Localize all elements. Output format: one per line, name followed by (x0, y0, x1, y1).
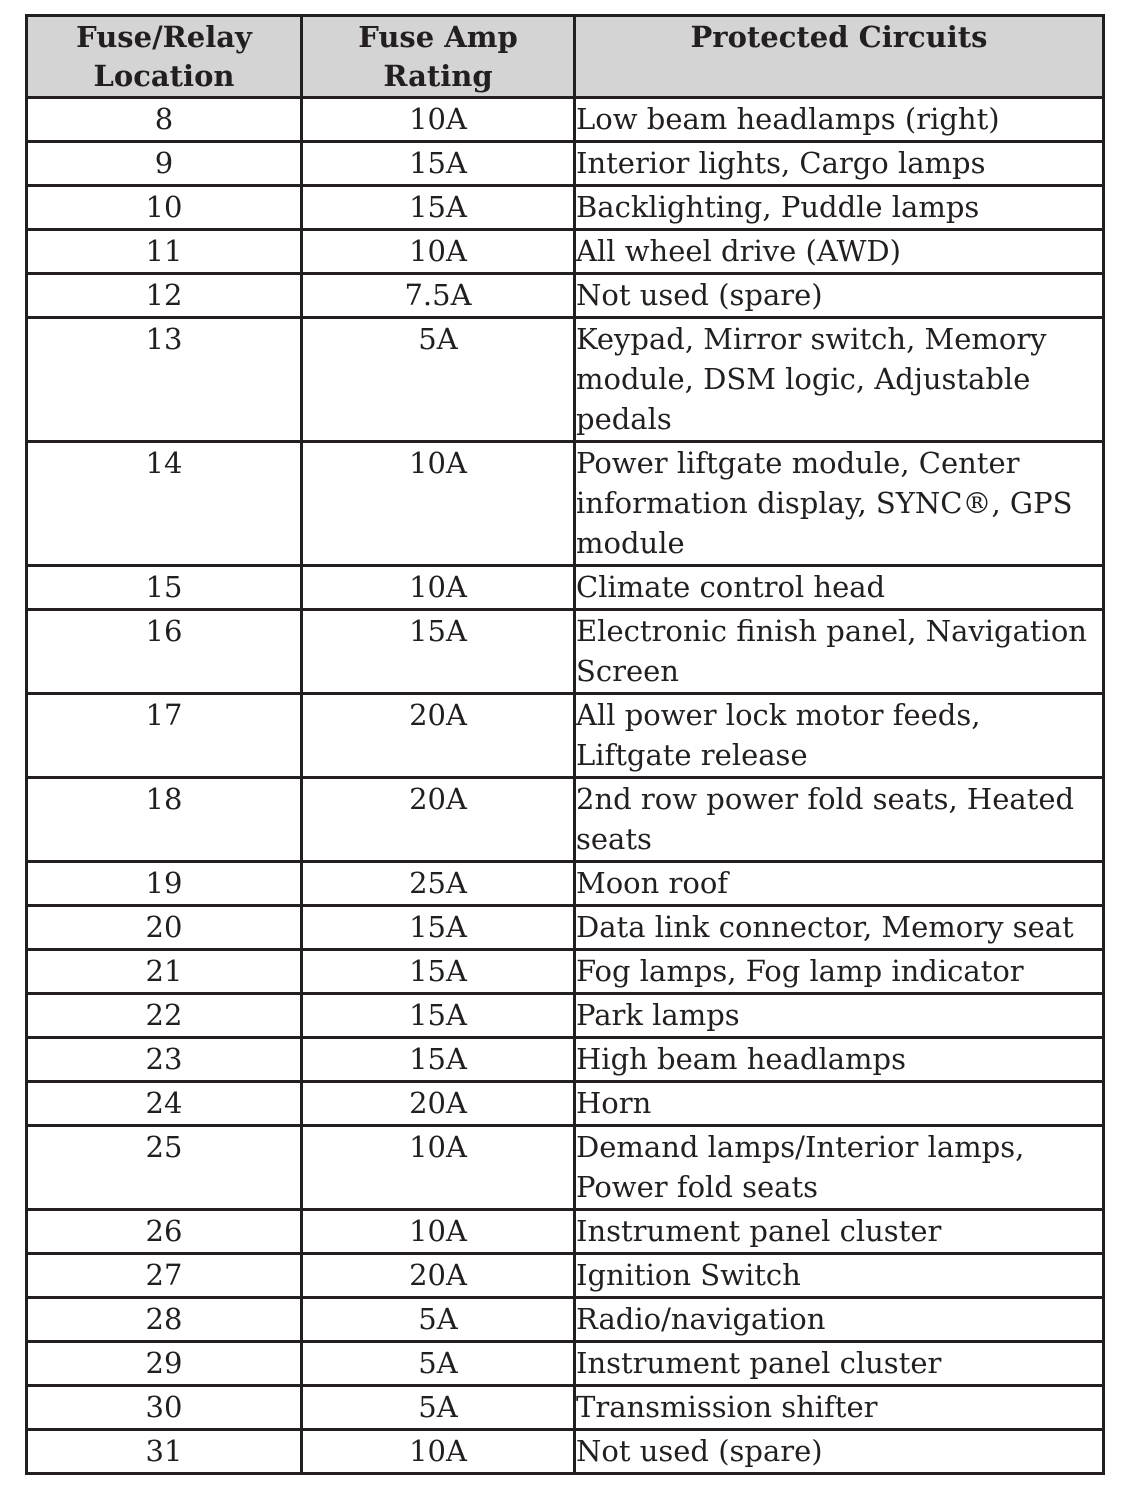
fuse-location: 14 (27, 442, 302, 566)
fuse-amp: 10A (302, 230, 575, 274)
fuse-amp: 15A (302, 142, 575, 186)
table-row (27, 230, 1104, 274)
fuse-amp: 5A (302, 318, 575, 442)
header-location (27, 16, 302, 98)
header-protected-circuits (575, 16, 1104, 98)
fuse-amp: 5A (302, 1342, 575, 1386)
fuse-amp: 20A (302, 1082, 575, 1126)
table-row (27, 994, 1104, 1038)
fuse-amp: 5A (302, 1386, 575, 1430)
fuse-location: 16 (27, 610, 302, 694)
fuse-location: 27 (27, 1254, 302, 1298)
fuse-amp: 15A (302, 906, 575, 950)
fuse-amp: 25A (302, 862, 575, 906)
table-row (27, 1038, 1104, 1082)
table-row (27, 950, 1104, 994)
fuse-location: 24 (27, 1082, 302, 1126)
fuse-circuits: 2nd row power fold seats, Heated seats (575, 778, 1104, 862)
fuse-circuits: Transmission shifter (575, 1386, 1104, 1430)
fuse-circuits: Backlighting, Puddle lamps (575, 186, 1104, 230)
fuse-location: 29 (27, 1342, 302, 1386)
fuse-amp: 20A (302, 1254, 575, 1298)
fuse-amp: 15A (302, 950, 575, 994)
fuse-amp: 20A (302, 778, 575, 862)
table-row (27, 98, 1104, 142)
fuse-location: 12 (27, 274, 302, 318)
fuse-circuits: Moon roof (575, 862, 1104, 906)
fuse-circuits: Fog lamps, Fog lamp indicator (575, 950, 1104, 994)
table-row (27, 906, 1104, 950)
fuse-location: 21 (27, 950, 302, 994)
fuse-location: 20 (27, 906, 302, 950)
fuse-location: 30 (27, 1386, 302, 1430)
fuse-location: 8 (27, 98, 302, 142)
fuse-circuits: Power liftgate module, Center information display, SYNC®, GPS module (575, 442, 1104, 566)
fuse-location: 17 (27, 694, 302, 778)
fuse-location: 10 (27, 186, 302, 230)
table-row (27, 778, 1104, 862)
fuse-amp: 15A (302, 610, 575, 694)
header-circuits-label: Protected Circuits (690, 20, 988, 54)
fuse-circuits: Interior lights, Cargo lamps (575, 142, 1104, 186)
table-row (27, 1082, 1104, 1126)
fuse-amp: 10A (302, 98, 575, 142)
fuse-circuits: Horn (575, 1082, 1104, 1126)
header-location-line1: Fuse/Relay (76, 20, 252, 54)
fuse-circuits: Not used (spare) (575, 274, 1104, 318)
table-body (27, 98, 1104, 1474)
header-amp-line1: Fuse Amp (358, 20, 518, 54)
fuse-circuits: Keypad, Mirror switch, Memory module, DSM logic, Adjustable pedals (575, 318, 1104, 442)
fuse-location: 11 (27, 230, 302, 274)
fuse-circuits: Instrument panel cluster (575, 1210, 1104, 1254)
table-row (27, 1126, 1104, 1210)
fuse-amp: 10A (302, 1430, 575, 1474)
fuse-location: 13 (27, 318, 302, 442)
fuse-amp: 10A (302, 442, 575, 566)
fuse-amp: 10A (302, 1210, 575, 1254)
fuse-circuits: Demand lamps/Interior lamps, Power fold seats (575, 1126, 1104, 1210)
fuse-location: 28 (27, 1298, 302, 1342)
fuse-circuits: Low beam headlamps (right) (575, 98, 1104, 142)
fuse-location: 25 (27, 1126, 302, 1210)
table-header (27, 16, 1104, 98)
table-row (27, 610, 1104, 694)
fuse-location: 31 (27, 1430, 302, 1474)
fuse-location: 19 (27, 862, 302, 906)
table-row (27, 566, 1104, 610)
fuse-circuits: High beam headlamps (575, 1038, 1104, 1082)
table-row (27, 862, 1104, 906)
fuse-amp: 10A (302, 566, 575, 610)
table-row (27, 1430, 1104, 1474)
fuse-circuits: Radio/navigation (575, 1298, 1104, 1342)
fuse-circuits: All power lock motor feeds, Liftgate release (575, 694, 1104, 778)
table-row (27, 1342, 1104, 1386)
fuse-circuits: Electronic finish panel, Navigation Screen (575, 610, 1104, 694)
fuse-circuits: All wheel drive (AWD) (575, 230, 1104, 274)
table-row (27, 442, 1104, 566)
fuse-circuits: Data link connector, Memory seat (575, 906, 1104, 950)
fuse-circuits: Park lamps (575, 994, 1104, 1038)
fuse-circuits: Ignition Switch (575, 1254, 1104, 1298)
fuse-location: 18 (27, 778, 302, 862)
fuse-location: 15 (27, 566, 302, 610)
table-row (27, 1254, 1104, 1298)
table-row (27, 186, 1104, 230)
fuse-amp: 10A (302, 1126, 575, 1210)
fuse-amp: 20A (302, 694, 575, 778)
table-row (27, 318, 1104, 442)
table-row (27, 1386, 1104, 1430)
fuse-table (25, 14, 1105, 1475)
table-row (27, 1298, 1104, 1342)
table-row (27, 142, 1104, 186)
fuse-amp: 5A (302, 1298, 575, 1342)
fuse-location: 22 (27, 994, 302, 1038)
table-row (27, 1210, 1104, 1254)
fuse-amp: 7.5A (302, 274, 575, 318)
fuse-location: 23 (27, 1038, 302, 1082)
fuse-amp: 15A (302, 186, 575, 230)
header-amp-rating (302, 16, 575, 98)
fuse-circuits: Not used (spare) (575, 1430, 1104, 1474)
header-location-line2: Location (93, 59, 235, 93)
table-row (27, 694, 1104, 778)
header-amp-line2: Rating (383, 59, 493, 93)
fuse-amp: 15A (302, 994, 575, 1038)
fuse-circuits: Climate control head (575, 566, 1104, 610)
fuse-circuits: Instrument panel cluster (575, 1342, 1104, 1386)
table-row (27, 274, 1104, 318)
fuse-amp: 15A (302, 1038, 575, 1082)
fuse-location: 26 (27, 1210, 302, 1254)
fuse-location: 9 (27, 142, 302, 186)
